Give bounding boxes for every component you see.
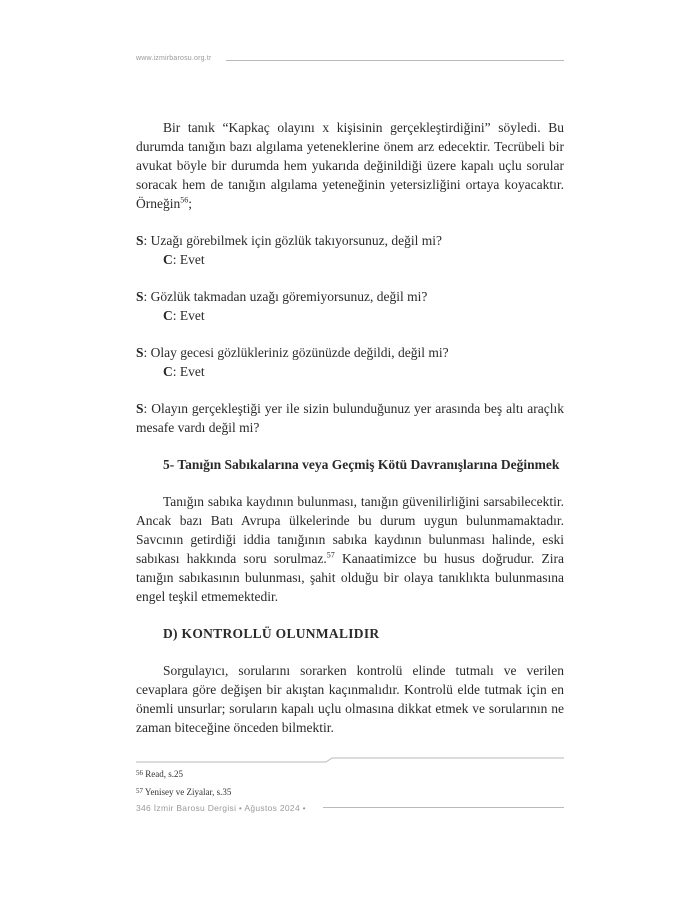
question-label: S (136, 233, 144, 248)
question-2 (136, 287, 564, 306)
answer-label: C (163, 252, 173, 267)
header-rule (226, 60, 564, 61)
answer-text: : Evet (172, 308, 205, 323)
footnote-57 (136, 783, 564, 801)
paragraph-intro (136, 118, 564, 213)
paragraph-intro-text: Bir tanık “Kapkaç olayını x kişisinin gerçekleştirdiğini” söyledi. Bu durumda tanığın bazı algılama yeteneklerine önem arz edecektir. Tecrübeli bir avukat böyle bir durumda hem yukarıda değinildiği üzere kapalı uçlu sorular soracak hem de tanığın algılama yeteneğinin yetersizliğini ortaya koyacaktır. Örneğin (136, 120, 564, 211)
question-label: S (136, 345, 144, 360)
header-url: www.izmirbarosu.org.tr (136, 55, 212, 62)
qa-block-3 (136, 343, 564, 381)
footnote-text: Read, s.25 (143, 769, 183, 779)
footnote-number: 57 (136, 787, 143, 795)
footnote-number: 56 (136, 769, 143, 777)
question-label: S (136, 289, 144, 304)
qa-block-4 (136, 399, 564, 437)
answer-2 (136, 306, 564, 325)
qa-block-1 (136, 231, 564, 269)
answer-label: C (163, 308, 173, 323)
footnote-ref-57[interactable]: 57 (326, 550, 335, 560)
answer-text: : Evet (172, 252, 205, 267)
paragraph-criminal-record (136, 492, 564, 606)
paragraph-intro-tail: ; (188, 196, 193, 211)
section-heading-5: 5- Tanığın Sabıkalarına veya Geçmiş Kötü Davranışlarına Değinmek (163, 457, 560, 472)
page-footer: 346 İzmir Barosu Dergisi • Ağustos 2024 • (136, 803, 306, 813)
question-1 (136, 231, 564, 250)
question-label: S (136, 401, 144, 416)
footnote-56 (136, 765, 564, 783)
question-4 (136, 399, 564, 437)
answer-3 (136, 362, 564, 381)
footnotes (136, 765, 564, 801)
footnote-separator (136, 757, 564, 763)
footnote-ref-56[interactable]: 56 (180, 195, 189, 205)
page-body (136, 118, 564, 737)
footer-rule (323, 807, 564, 808)
footnote-text: Yenisey ve Ziyalar, s.35 (143, 787, 232, 797)
question-3 (136, 343, 564, 362)
paragraph-criminal-record-text: Tanığın sabıka kaydının bulunması, tanığın güvenilirliğini sarsabilecektir. Ancak bazı Batı Avrupa ülkelerinde bu durum uygun bulunmamaktadır. Savcının getirdiği iddia tanığının sabıka kaydının bulunması halinde, eski sabıkası hakkında soru sorulmaz. (136, 494, 564, 566)
question-text: : Gözlük takmadan uzağı göremiyorsunuz, değil mi? (143, 289, 428, 304)
paragraph-control: Sorgulayıcı, sorularını sorarken kontrolü elinde tutmalı ve verilen cevaplara göre değişen bir akıştan kaçınmalıdır. Kontrolü elde tutmak için en önemli unsurlar; soruların kapalı uçlu olmasına dikkat etmek ve sorularının ne zaman biteceğine önceden bilmektir. (136, 663, 564, 735)
section-heading-d: D) KONTROLLÜ OLUNMALIDIR (163, 626, 380, 641)
question-text: : Olayın gerçekleştiği yer ile sizin bulunduğunuz yer arasında beş altı araçlık mesafe vardı değil mi? (136, 401, 564, 435)
paragraph-criminal-record-tail: Kanaatimizce bu husus doğrudur. Zira tanığın sabıkasının bulunması, şahit olduğu bir olaya tanıklıkta bulunmasına engel teşkil etmemektedir. (136, 551, 564, 604)
answer-text: : Evet (172, 364, 205, 379)
answer-1 (136, 250, 564, 269)
qa-block-2 (136, 287, 564, 325)
answer-label: C (163, 364, 173, 379)
question-text: : Olay gecesi gözlükleriniz gözünüzde değildi, değil mi? (143, 345, 449, 360)
question-text: : Uzağı görebilmek için gözlük takıyorsunuz, değil mi? (143, 233, 442, 248)
